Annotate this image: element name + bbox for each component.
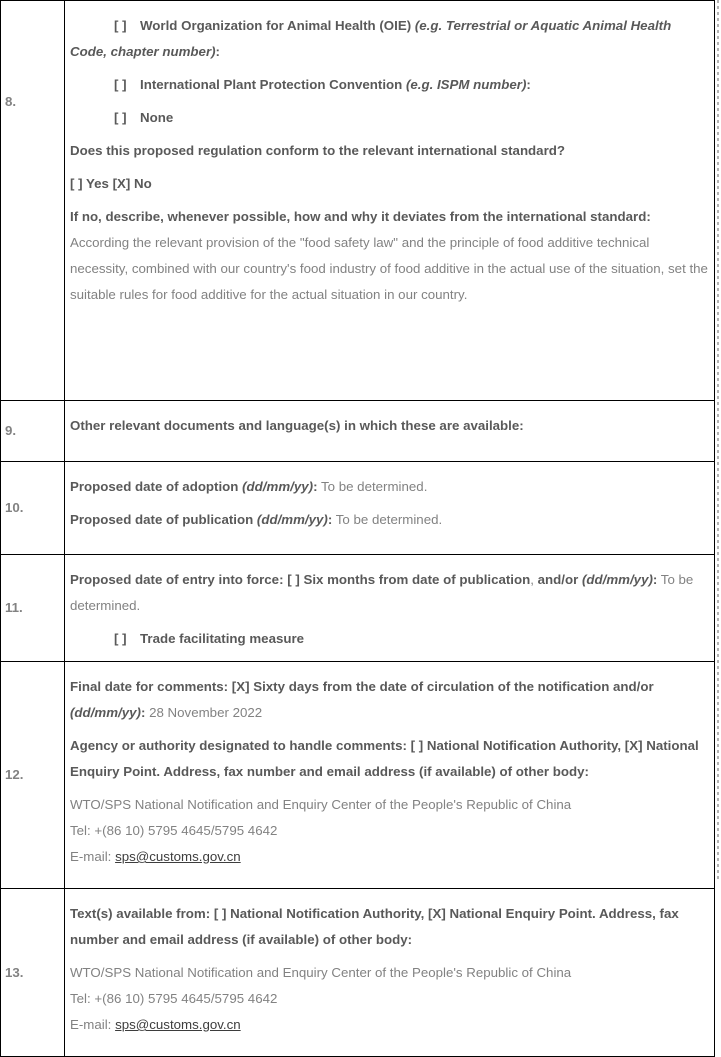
- paragraph: [70, 626, 710, 652]
- checkbox-marker: [ ]: [114, 77, 127, 92]
- paragraph: [70, 674, 710, 726]
- row-content: [65, 889, 715, 1057]
- text-segment: (dd/mm/yy): [242, 479, 314, 494]
- text-segment: [ ] Yes [X] No: [70, 176, 152, 191]
- text-segment: :: [652, 572, 658, 587]
- text-segment: If no, describe, whenever possible, how and why it deviates from the international standard:: [70, 209, 651, 224]
- row-content: [65, 462, 715, 555]
- text-segment: Final date for comments: [X] Sixty days from the date of circulation of the notification and/or: [70, 679, 654, 694]
- row-number: 13.: [1, 889, 65, 1057]
- text-segment: Does this proposed regulation conform to the relevant international standard?: [70, 143, 565, 158]
- checkbox-marker: [ ]: [114, 631, 127, 646]
- email-link[interactable]: sps@customs.gov.cn: [115, 849, 241, 864]
- row-number: 9.: [1, 401, 65, 462]
- table-row: [1, 889, 715, 1057]
- row-content: [65, 1, 715, 401]
- notification-table-body: [1, 1, 715, 1057]
- text-segment: :: [215, 44, 220, 59]
- paragraph: [70, 792, 710, 870]
- text-segment: International Plant Protection Convention: [140, 77, 406, 92]
- table-row: [1, 555, 715, 662]
- text-segment: To be determined.: [332, 512, 443, 527]
- text-segment: 28 November 2022: [145, 705, 263, 720]
- text-segment: (e.g. Terrestrial or Aquatic Animal Health Code, chapter number): [70, 18, 672, 59]
- text-segment: Text(s) available from: [ ] National Notification Authority, [X] National Enquiry Point. Address, fax number and email address (if available) of other body:: [70, 906, 679, 947]
- checkbox-marker: [ ]: [114, 18, 127, 33]
- text-segment: Proposed date of publication: [70, 512, 257, 527]
- paragraph: [70, 733, 710, 785]
- text-segment: Proposed date of adoption: [70, 479, 243, 494]
- text-segment: :: [327, 512, 333, 527]
- text-segment: and/or: [537, 572, 582, 587]
- text-segment: WTO/SPS National Notification and Enquiry Center of the People's Republic of China: [70, 965, 572, 980]
- paragraph: [70, 105, 710, 131]
- row-number: 12.: [1, 662, 65, 889]
- text-segment: Tel: +(86 10) 5795 4645/5795 4642: [70, 823, 278, 838]
- text-segment: Proposed date of entry into force: [ ] Six months from date of publication: [70, 572, 531, 587]
- paragraph: [70, 72, 710, 98]
- row-content: [65, 401, 715, 462]
- text-segment: :: [140, 705, 146, 720]
- text-segment: Agency or authority designated to handle comments: [ ] National Notification Authority, [X] National Enquiry Point. Address, fax number and email address (if available) of other body:: [70, 738, 699, 779]
- checkbox-marker: [ ]: [114, 110, 127, 125]
- text-segment: To be determined.: [317, 479, 428, 494]
- paragraph: [70, 171, 710, 197]
- paragraph: [70, 474, 710, 500]
- text-segment: E-mail:: [70, 1017, 116, 1032]
- text-segment: E-mail:: [70, 849, 116, 864]
- text-segment: :: [526, 77, 531, 92]
- email-link[interactable]: sps@customs.gov.cn: [115, 1017, 241, 1032]
- text-segment: World Organization for Animal Health (OIE): [140, 18, 415, 33]
- text-segment: (e.g. ISPM number): [405, 77, 527, 92]
- paragraph: [70, 901, 710, 953]
- text-segment: Other relevant documents and language(s) in which these are available:: [70, 418, 524, 433]
- table-row: [1, 401, 715, 462]
- text-segment: (dd/mm/yy): [70, 705, 141, 720]
- text-segment: ,: [530, 572, 538, 587]
- row-number: 10.: [1, 462, 65, 555]
- row-content: [65, 662, 715, 889]
- row-number: 8.: [1, 1, 65, 401]
- text-segment: Tel: +(86 10) 5795 4645/5795 4642: [70, 991, 278, 1006]
- paragraph: [70, 138, 710, 164]
- table-row: [1, 462, 715, 555]
- paragraph: [70, 507, 710, 533]
- text-segment: (dd/mm/yy): [256, 512, 328, 527]
- row-number: 11.: [1, 555, 65, 662]
- text-boundary-line: [717, 0, 719, 880]
- paragraph: [70, 413, 710, 439]
- text-segment: None: [140, 110, 174, 125]
- text-segment: To be determined.: [70, 572, 694, 613]
- text-segment: (dd/mm/yy): [581, 572, 653, 587]
- text-segment: Trade facilitating measure: [140, 631, 305, 646]
- text-segment: According the relevant provision of the "food safety law" and the principle of food additive technical necessity, combined with our country's food industry of food additive in the actual use of the situation, set the suitable rules for food additive for the actual situation in our country.: [70, 235, 708, 302]
- text-segment: WTO/SPS National Notification and Enquiry Center of the People's Republic of China: [70, 797, 572, 812]
- paragraph: [70, 204, 710, 308]
- paragraph: [70, 567, 710, 619]
- table-row: [1, 1, 715, 401]
- row-content: [65, 555, 715, 662]
- table-row: [1, 662, 715, 889]
- paragraph: [70, 960, 710, 1038]
- paragraph: [70, 13, 710, 65]
- text-segment: :: [313, 479, 318, 494]
